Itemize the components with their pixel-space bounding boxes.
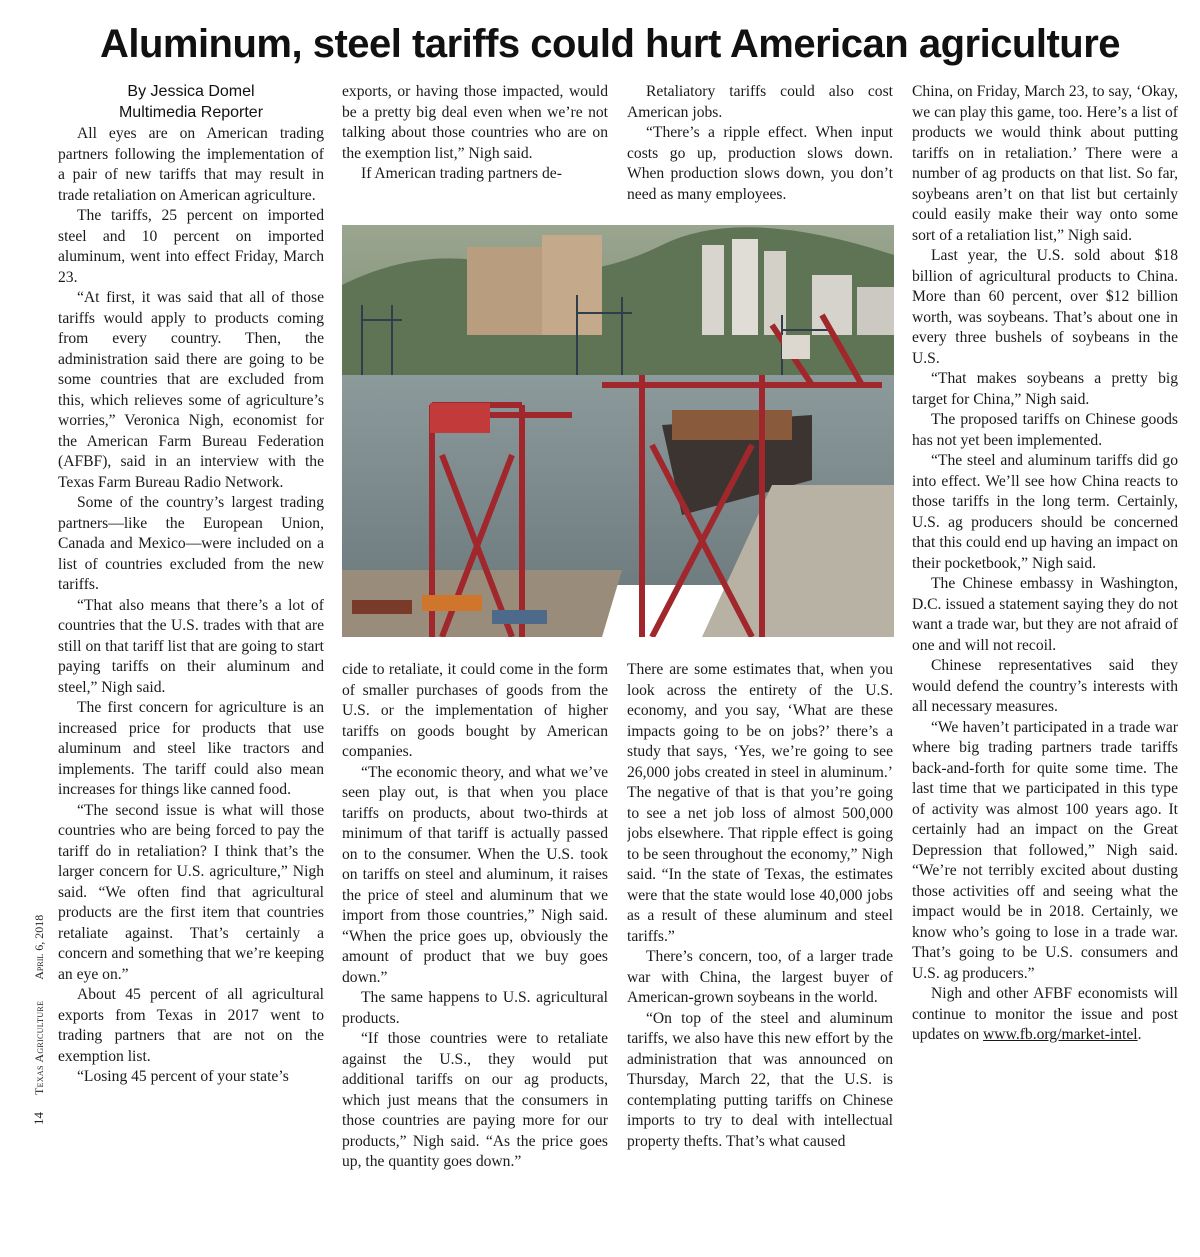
paragraph: Chinese representatives said they would defend the country’s interests with all necessary measures.	[912, 657, 1178, 715]
paragraph-end: .	[1137, 1026, 1142, 1043]
paragraph: “That also means that there’s a lot of countries that the U.S. trades with that are still on that tariff list that are going to start paying tariffs on their aluminum and steel,” Nigh said.	[58, 596, 324, 696]
paragraph: The same happens to U.S. agricultural products.	[342, 989, 608, 1027]
paragraph: The proposed tariffs on Chinese goods has not yet been implemented.	[912, 411, 1178, 449]
headline: Aluminum, steel tariffs could hurt American agriculture	[99, 22, 1121, 66]
port-cranes-photo	[342, 225, 894, 637]
paragraph: “If those countries were to retaliate against the U.S., they would put additional tariffs on our ag products, which just means that the consumers in those countries are paying more for our products,” Nigh said. “As the price goes up, the quantity goes down.”	[342, 1030, 608, 1170]
paragraph: “We haven’t participated in a trade war where big trading partners trade tariffs back-and-forth for quite some time. The last time that we participated in this type of activity was almost 100 years ago. It certainly had an impact on the Great Depression that followed,” Nigh said. “We’re not terribly excited about dusting those activities off and seeing what the impact would be in 2018. Certainly, we know who’s going to lose in a trade war. That’s going to be U.S. consumers and U.S. ag producers.”	[912, 718, 1178, 982]
paragraph: All eyes are on American trading partners following the implementation of a pair of new tariffs that may result in trade retaliation on American agriculture.	[58, 125, 324, 204]
byline-role: Multimedia Reporter	[118, 103, 264, 121]
paragraph: Last year, the U.S. sold about $18 billion of agricultural products to China. More than 60 percent, over $12 billion worth, was soybeans. That’s about one in every three bushels of soybeans in the U.S.	[912, 247, 1178, 367]
paragraph: China, on Friday, March 23, to say, ‘Okay, we can play this game, too. Here’s a list of products we would think about putting tariffs on in retaliation.’ There were a number of ag products on that list. So far, soybeans aren’t on that list but certainly could easily make their way onto some sort of a retaliation list,” Nigh said.	[912, 83, 1178, 244]
paragraph: The first concern for agriculture is an increased price for products that use aluminum and steel like tractors and implements. The tariff could also mean increases for things like canned food.	[58, 699, 324, 798]
paragraph	[912, 984, 1178, 1046]
paragraph: There are some estimates that, when you look across the entirety of the U.S. economy, and you say, ‘What are these impacts going to be on jobs?’ there’s a study that says, ‘Yes, we’re going to see 26,000 jobs created in steel in aluminum.’ The negative of that is that you’re going to see a net job loss of almost 500,000 jobs elsewhere. That ripple effect is going to be seen throughout the economy,” Nigh said. “In the state of Texas, the estimates were that the state would lose 40,000 jobs as a result of these aluminum and steel tariffs.”	[627, 661, 893, 945]
article-column-4	[912, 82, 1178, 1220]
paragraph: “On top of the steel and aluminum tariffs, we also have this new effort by the administration that was announced on Thursday, March 22, that the U.S. is contemplating putting tariffs on Chinese imports to try to deal with intellectual property thefts. That’s what caused	[627, 1009, 893, 1150]
market-intel-link[interactable]: www.fb.org/market-intel	[983, 1026, 1138, 1043]
paragraph: cide to retaliate, it could come in the form of smaller purchases of goods from the U.S. or the implementation of higher tariffs on goods bought by American companies.	[342, 661, 608, 760]
paragraph: “The economic theory, and what we’ve seen play out, is that when you place tariffs on products, about two-thirds at minimum of that tariff is actually passed on to the consumer. When the U.S. took on tariffs on steel and aluminum, it raises the price of steel and aluminum that we import from those countries,” Nigh said. “When the price goes up, obviously the amount of product that we buy goes down.”	[342, 763, 608, 986]
paragraph: “The steel and aluminum tariffs did go into effect. We’ll see how China reacts to those tariffs in the long term. Certainly, U.S. ag producers should be concerned that this could end up having an impact on their pocketbook,” Nigh said.	[912, 452, 1178, 572]
issue-date: April 6, 2018	[32, 914, 46, 980]
byline-author: By Jessica Domel	[127, 83, 255, 100]
paragraph: There’s concern, too, of a larger trade war with China, the largest buyer of American-grown soybeans in the world.	[627, 948, 893, 1006]
paragraph: “The second issue is what will those countries who are being forced to pay the tariff do in retaliation? I think that’s the larger concern for U.S. agriculture,” Nigh said. “We often find that agricultural products are the first item that countries retaliate against. That’s certainly a concern and something that we’re keeping an eye on.”	[58, 801, 324, 983]
paragraph: exports, or having those impacted, would be a pretty big deal even when we’re not talking about those countries who are on the exemption list,” Nigh said.	[342, 83, 608, 162]
paragraph: “Losing 45 percent of your state’s	[77, 1068, 289, 1085]
paragraph: “There’s a ripple effect. When input costs go up, production slows down. When production slows down, you don’t need as many employees.	[627, 124, 893, 203]
article-column-1	[58, 124, 324, 1220]
article-column-2-bottom	[342, 660, 608, 1220]
paragraph: Retaliatory tariffs could also cost American jobs.	[627, 83, 893, 121]
paragraph-text: Nigh and other AFBF economists will continue to monitor the issue and post updates on	[912, 985, 1178, 1043]
publication-name: Texas Agriculture	[32, 1000, 46, 1095]
paragraph: The tariffs, 25 percent on imported steel and 10 percent on imported aluminum, went into effect Friday, March 23.	[58, 207, 324, 286]
paragraph: The Chinese embassy in Washington, D.C. issued a statement saying they do not want a trade war, but they are not afraid of one and will not recoil.	[912, 575, 1178, 654]
article-column-2-top	[342, 82, 608, 212]
paragraph: “That makes soybeans a pretty big target for China,” Nigh said.	[912, 370, 1178, 408]
page-number: 14	[31, 1112, 46, 1125]
article-column-3-bottom	[627, 660, 893, 1220]
paragraph: About 45 percent of all agricultural exports from Texas in 2017 went to trading partners that are not on the exemption list.	[58, 986, 324, 1065]
byline	[58, 82, 324, 123]
paragraph: Some of the country’s largest trading partners—like the European Union, Canada and Mexico—were included on a list of countries excluded from the new tariffs.	[58, 494, 324, 593]
paragraph: “At first, it was said that all of those tariffs would apply to products coming from every country. Then, the administration said there are going to be some countries that are excluded from this, which relieves some of agriculture’s worries,” Veronica Nigh, economist for the American Farm Bureau Federation (AFBF), said in an interview with the Texas Farm Bureau Radio Network.	[58, 289, 324, 491]
page-folio	[26, 914, 52, 1125]
paragraph: If American trading partners de-	[361, 165, 562, 182]
article-column-3-top	[627, 82, 893, 212]
